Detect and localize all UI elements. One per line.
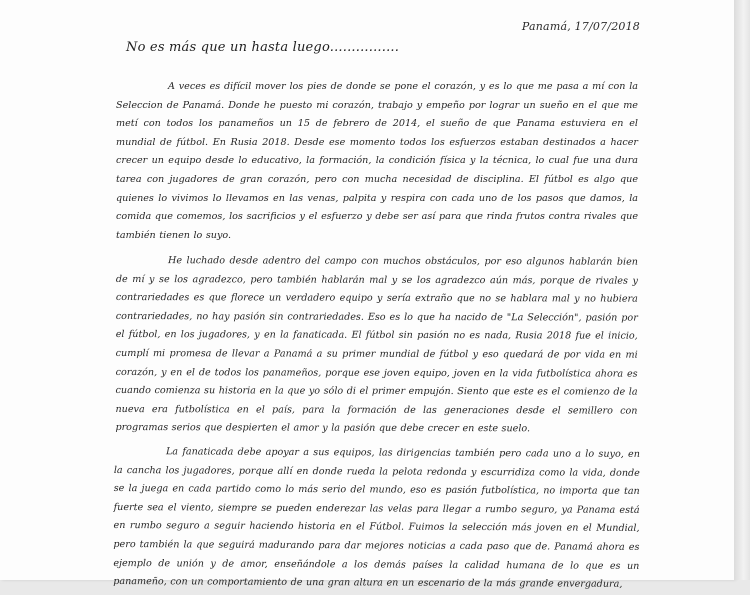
paragraph-3: La fanaticada debe apoyar a sus equipos, las dirigencias también pero cada uno a lo suyo, en la cancha los jugadores, porque allí en donde rueda la pelota redonda y escurridiza como la vida, donde se la juega en cada partido como lo más serio del mundo, eso es pasión futbolística, no importa que tan fuerte sea el viento, siempre se pueden enderezar las velas para llegar a rumbo seguro, ya Panama está en rumbo seguro a seguir haciendo historia en el Fútbol. Fuimos la selección más joven en el Mundial, pero también la que seguirá madurando para dar mejores noticias a cada paso que de. Panamá ahora es ejemplo de unión y de amor, enseñándole a los demás países la calidad humana de lo que es un panameño, con un comportamiento de una gran altura en un escenario de la más grande envergadura, [113,446,640,590]
letter-date: Panamá, 17/07/2018 [521,20,640,33]
paragraph-1: A veces es difícil mover los pies de donde se pone el corazón, y es lo que me pasa a mí con la Seleccion de Panamá. Donde he puesto mi corazón, trabajo y empeño por lograr un sueño en el que me metí con todos los panameños un 15 de febrero de 2014, el sueño de que Panama estuviera en el mundial de fútbol. En Rusia 2018. Desde ese momento todos los esfuerzos estaban destinados a hacer crecer un equipo desde lo educativo, la formación, la condición física y la técnica, lo cual fue una dura tarea con jugadores de gran corazón, pero con mucha necesidad de disciplina. El fútbol es algo que quienes lo vivimos lo llevamos en las venas, palpita y respira con cada uno de los pasos que damos, la comida que comemos, los sacrificios y el esfuerzo y debe ser así para que rinda frutos contra rivales que también tienen lo suyo. [116,81,638,241]
paragraph-2: He luchado desde adentro del campo con muchos obstáculos, por eso algunos hablarán bien de mí y se los agradezco, pero también hablarán mal y se los agradezco aún más, porque de rivales y contrariedades es que florece un verdadero equipo y sería extraño que no se hablara mal y no hubiera contrariedades, no hay pasión sin contrariedades. Eso es lo que ha nacido de "La Selección", pasión por el fútbol, en los jugadores, y en la fanaticada. El fútbol sin pasión no es nada, Rusia 2018 fue el inicio, cumplí mi promesa de llevar a Panamá a su primer mundial de fútbol y eso quedará de por vida en mi corazón, y en el de todos los panameños, porque ese joven equipo, joven en la vida futbolística ahora es cuando comienza su historia en la que yo sólo di el primer empujón. Siento que este es el comienzo de la nueva era futbolística en el país, para la formación de las generaciones desde el semillero con programas serios que despierten el amor y la pasión que debe crecer en este suelo. [115,255,638,435]
page-edge-shadow [734,0,750,580]
letter-title: No es más que un hasta luego................ [126,40,400,55]
